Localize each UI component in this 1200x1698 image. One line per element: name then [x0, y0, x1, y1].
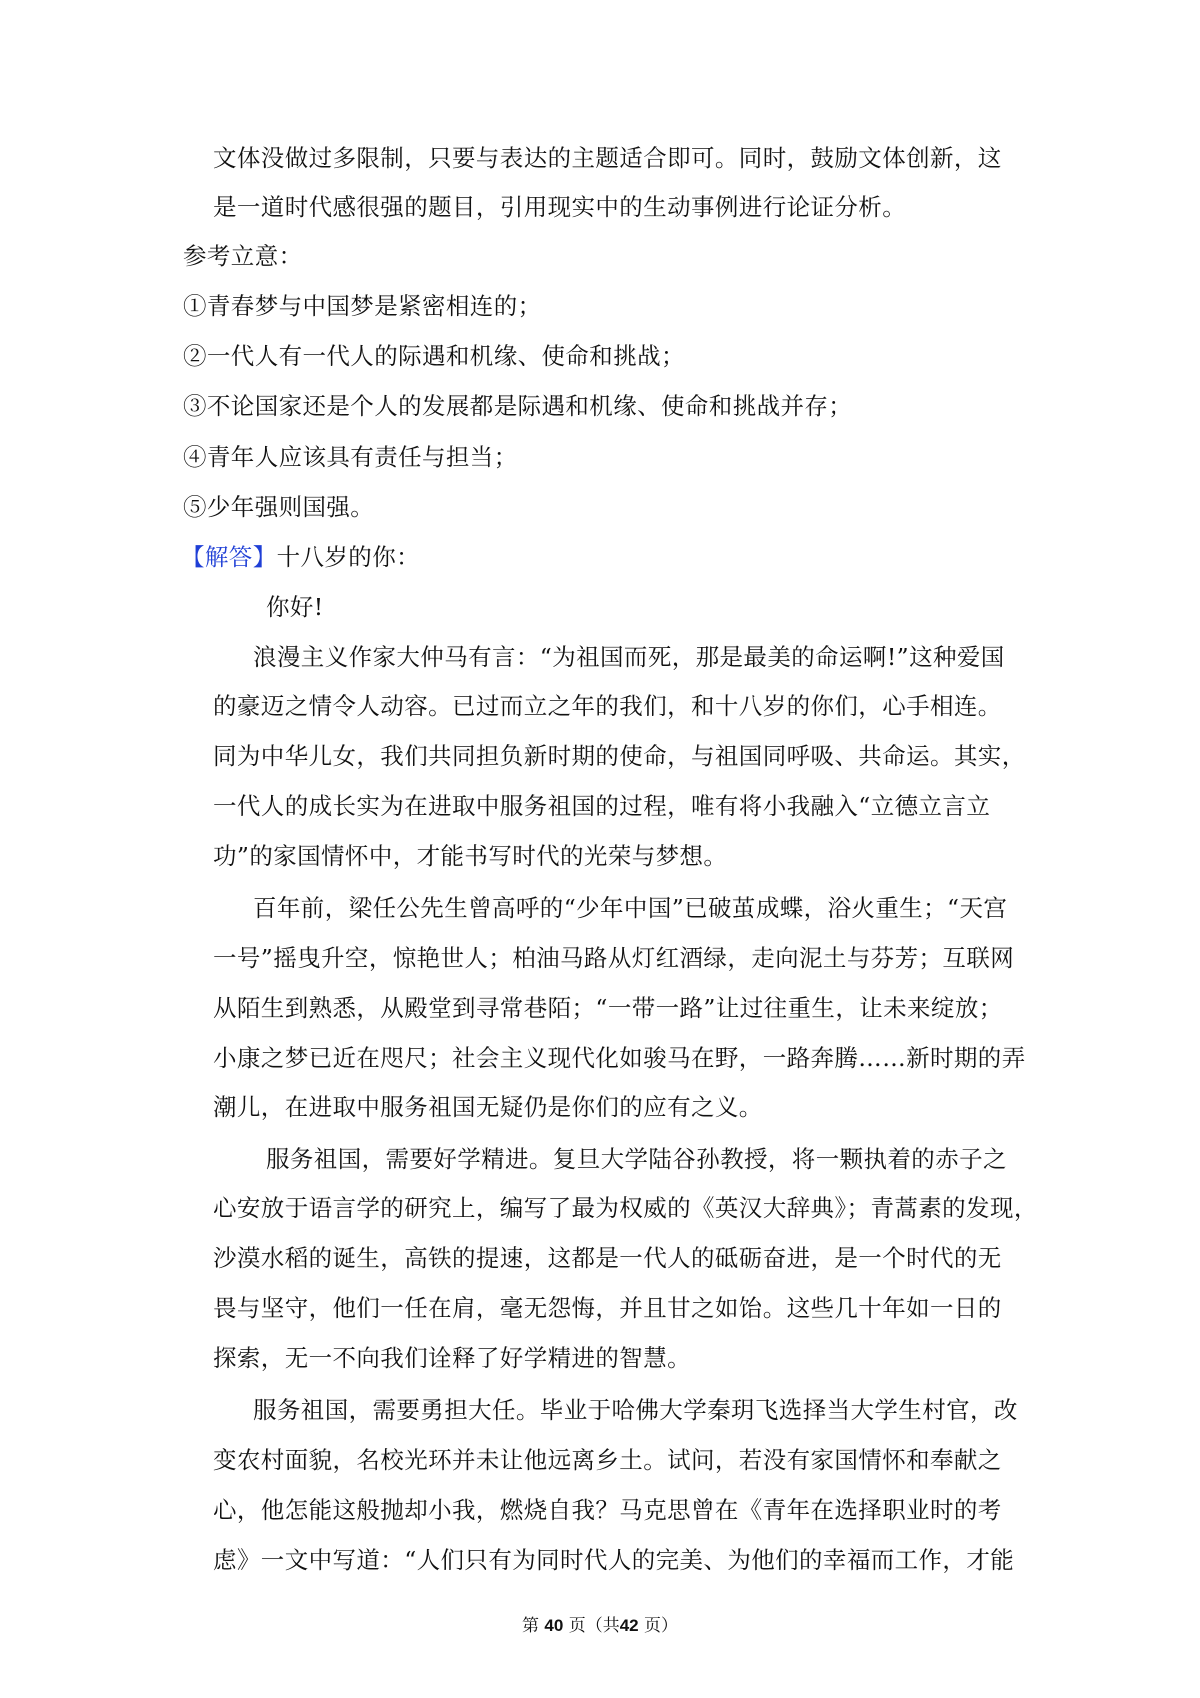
reference-heading: 参考立意： — [183, 242, 303, 270]
p2-line-2: 一号”摇曳升空，惊艳世人；柏油马路从灯红酒绿，走向泥土与芬芳；互联网 — [213, 944, 1015, 972]
p1-line-2: 的豪迈之情令人动容。已过而立之年的我们，和十八岁的你们，心手相连。 — [213, 692, 1002, 720]
reference-item-1: ①青春梦与中国梦是紧密相连的； — [183, 292, 542, 320]
p2-line-3: 从陌生到熟悉，从殿堂到寻常巷陌；“一带一路”让过往重生，让未来绽放； — [213, 994, 1003, 1022]
answer-tag: 【解答】 — [181, 543, 277, 571]
p3-line-2: 心安放于语言学的研究上，编写了最为权威的《英汉大辞典》；青蒿素的发现， — [213, 1194, 1038, 1222]
p1-line-4: 一代人的成长实为在进取中服务祖国的过程，唯有将小我融入“立德立言立 — [213, 792, 991, 820]
greeting: 你好! — [266, 593, 324, 621]
footer-suffix: 页） — [644, 1616, 679, 1636]
reference-item-3: ③不论国家还是个人的发展都是际遇和机缘、使命和挑战并存； — [183, 392, 853, 420]
footer-middle: 页（共 — [568, 1616, 620, 1636]
footer-total-pages: 42 — [619, 1616, 639, 1635]
p4-line-3: 心，他怎能这般抛却小我，燃烧自我？马克思曾在《青年在选择职业时的考 — [213, 1496, 1002, 1524]
p2-line-1: 百年前，梁任公先生曾高呼的“少年中国”已破茧成蝶，浴火重生；“天宫 — [253, 894, 1008, 922]
p1-line-5: 功”的家国情怀中，才能书写时代的光荣与梦想。 — [213, 842, 728, 870]
p1-line-3: 同为中华儿女，我们共同担负新时期的使命，与祖国同呼吸、共命运。其实， — [213, 742, 1026, 770]
reference-item-2: ②一代人有一代人的际遇和机缘、使命和挑战； — [183, 342, 685, 370]
p2-line-5: 潮儿，在进取中服务祖国无疑仍是你们的应有之义。 — [213, 1093, 763, 1121]
p1-line-1: 浪漫主义作家大仲马有言：“为祖国而死，那是最美的命运啊!”这种爱国 — [253, 643, 1005, 671]
intro-line-2: 是一道时代感很强的题目，引用现实中的生动事例进行论证分析。 — [213, 193, 907, 221]
p4-line-2: 变农村面貌，名校光环并未让他远离乡土。试问，若没有家国情怀和奉献之 — [213, 1446, 1002, 1474]
intro-line-1: 文体没做过多限制，只要与表达的主题适合即可。同时，鼓励文体创新，这 — [213, 144, 1002, 172]
reference-item-5: ⑤少年强则国强。 — [183, 493, 375, 521]
footer-page-number: 40 — [544, 1616, 564, 1635]
footer-prefix: 第 — [521, 1616, 539, 1636]
answer-heading — [181, 542, 420, 572]
page-footer — [0, 1615, 1200, 1637]
reference-item-4: ④青年人应该具有责任与担当； — [183, 443, 518, 471]
p4-line-4: 虑》一文中写道：“人们只有为同时代人的完美、为他们的幸福而工作，才能 — [213, 1546, 1015, 1574]
p2-line-4: 小康之梦已近在咫尺；社会主义现代化如骏马在野，一路奔腾……新时期的弄 — [213, 1044, 1026, 1072]
p3-line-4: 畏与坚守，他们一任在肩，毫无怨悔，并且甘之如饴。这些几十年如一日的 — [213, 1294, 1002, 1322]
p3-line-1: 服务祖国，需要好学精进。复旦大学陆谷孙教授，将一颗执着的赤子之 — [266, 1145, 1007, 1173]
p3-line-5: 探索，无一不向我们诠释了好学精进的智慧。 — [213, 1344, 691, 1372]
p4-line-1: 服务祖国，需要勇担大任。毕业于哈佛大学秦玥飞选择当大学生村官，改 — [253, 1396, 1018, 1424]
salutation: 十八岁的你： — [276, 543, 421, 571]
p3-line-3: 沙漠水稻的诞生，高铁的提速，这都是一代人的砥砺奋进，是一个时代的无 — [213, 1244, 1002, 1272]
